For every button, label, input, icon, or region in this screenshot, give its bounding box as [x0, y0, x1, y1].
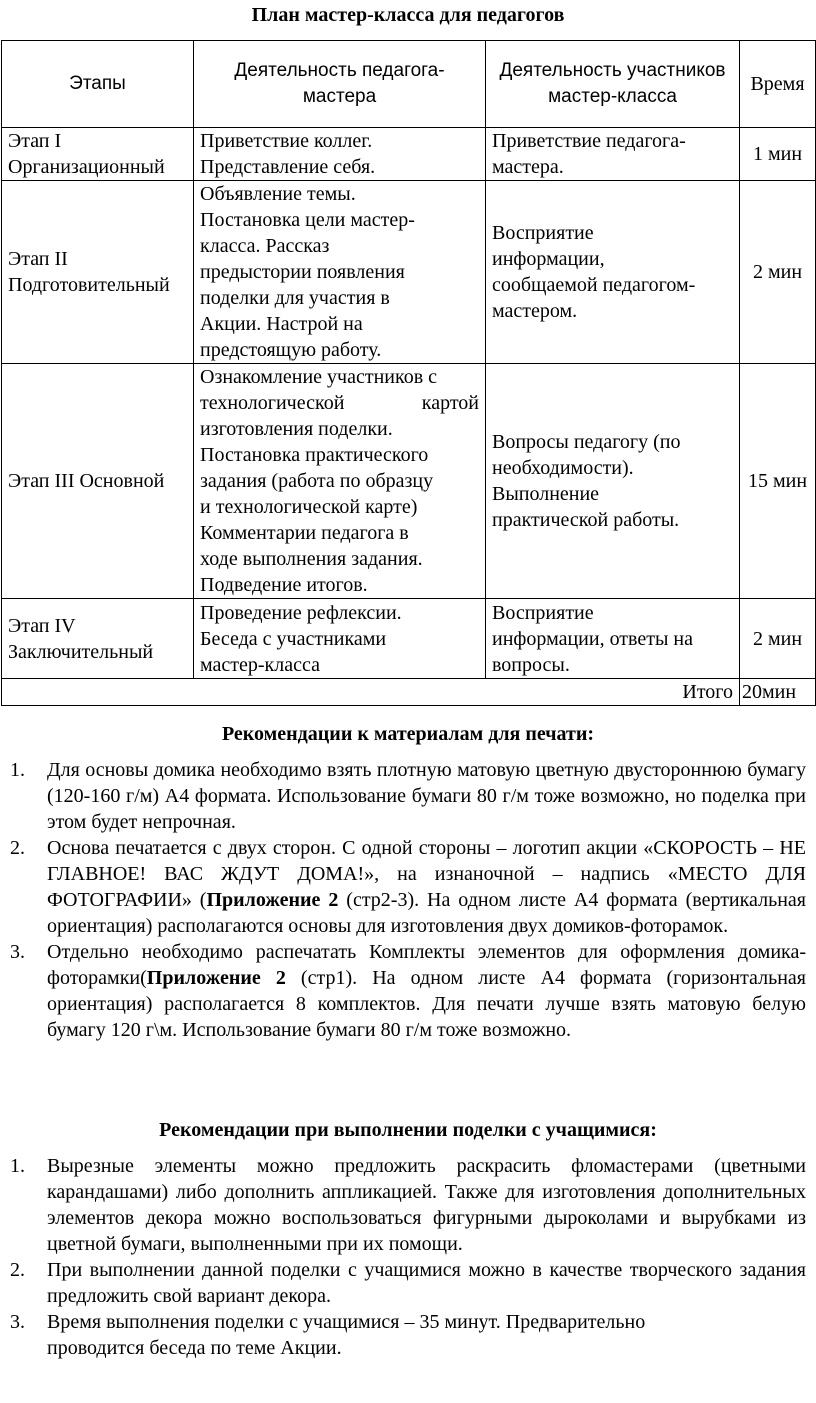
header-teacher-activity: Деятельность педагога-мастера — [194, 41, 486, 128]
stage-type: Организационный — [8, 156, 165, 178]
appendix-reference: Приложение 2 — [146, 967, 286, 989]
cell-line: Подведение итогов. — [200, 574, 368, 596]
stage-cell — [2, 364, 194, 599]
cell-line: изготовления поделки. — [200, 418, 393, 440]
list-number: 3. — [10, 941, 25, 963]
print-recommendations-heading: Рекомендации к материалам для печати: — [221, 723, 595, 745]
list-text: Для основы домика необходимо взять плотную матовую цветную двустороннюю бумагу (120-160 г/м) А4 формата. Использование бумаги 80 г/м тоже возможно, но поделка при этом будет непрочная. — [47, 759, 806, 833]
list-number: 2. — [10, 1259, 25, 1281]
teacher-activity-cell — [194, 181, 486, 364]
table-row — [2, 181, 816, 364]
cell-line: сообщаемой педагогом- — [492, 274, 696, 296]
time-cell: 15 мин — [740, 364, 816, 599]
cell-line: Беседа с участниками — [200, 627, 387, 650]
teacher-activity-cell — [194, 364, 486, 599]
cell-line: Приветствие коллег. — [200, 130, 373, 152]
total-value: 20мин — [740, 679, 816, 706]
cell-line: Приветствие педагога- — [492, 130, 686, 152]
time-cell: 2 мин — [740, 599, 816, 679]
teacher-activity-cell — [194, 599, 486, 679]
stage-name: Этап III Основной — [8, 470, 165, 492]
participant-activity-cell — [486, 181, 740, 364]
cell-line: Объявление темы. — [200, 183, 356, 205]
header-time: Время — [740, 41, 816, 128]
work-recommendations-heading: Рекомендации при выполнении поделки с учащимися: — [159, 1119, 657, 1141]
plan-table — [1, 40, 816, 706]
list-text: При выполнении данной поделки с учащимися можно в качестве творческого задания предложить свой вариант декора. — [47, 1259, 806, 1307]
list-item — [10, 1153, 806, 1257]
stage-name: Этап II — [8, 248, 68, 270]
cell-line: практической работы. — [492, 509, 680, 531]
table-header-row — [2, 41, 816, 128]
header-participant-activity: Деятельность участников мастер-класса — [486, 41, 740, 128]
cell-line: мастера. — [492, 156, 564, 178]
participant-activity-cell — [486, 128, 740, 181]
stage-cell — [2, 599, 194, 679]
cell-line: информации, — [492, 248, 605, 270]
cell-line: Постановка практического — [200, 444, 429, 466]
list-text: Время выполнения поделки с учащимися – 35 минут. Предварительно — [47, 1311, 646, 1333]
cell-line: Восприятие — [492, 601, 594, 624]
cell-line: ходе выполнения задания. — [200, 548, 423, 570]
print-recommendations-list — [10, 757, 806, 1043]
stage-type: Заключительный — [8, 640, 154, 663]
list-item — [10, 1309, 806, 1361]
cell-line: вопросы. — [492, 653, 570, 676]
work-recommendations-list — [10, 1153, 806, 1361]
stage-name: Этап I — [8, 130, 62, 152]
cell-line: Представление себя. — [200, 156, 376, 178]
cell-line: мастером. — [492, 300, 578, 322]
list-text: проводится беседа по теме Акции. — [47, 1337, 342, 1359]
cell-line: предыстории появления — [200, 261, 405, 283]
cell-line: Комментарии педагога в — [200, 522, 409, 544]
time-cell: 1 мин — [740, 128, 816, 181]
appendix-reference: Приложение 2 — [206, 889, 339, 911]
list-number: 1. — [10, 1155, 25, 1177]
stage-name: Этап IV — [8, 614, 76, 637]
cell-line: технологической картой — [200, 392, 479, 414]
cell-line: поделки для участия в — [200, 287, 390, 309]
participant-activity-cell — [486, 364, 740, 599]
table-row — [2, 599, 816, 679]
cell-line: Ознакомление участников с — [200, 366, 438, 388]
list-number: 1. — [10, 759, 25, 781]
cell-line: Выполнение — [492, 483, 600, 505]
list-number: 2. — [10, 837, 25, 859]
stage-type: Подготовительный — [8, 274, 170, 296]
page-title: План мастер-класса для педагогов — [251, 4, 565, 26]
cell-line: Вопросы педагогу (по — [492, 431, 681, 453]
list-item — [10, 757, 806, 835]
participant-activity-cell — [486, 599, 740, 679]
teacher-activity-cell — [194, 128, 486, 181]
list-item — [10, 1257, 806, 1309]
table-total-row — [2, 679, 816, 706]
list-text: (стр1). На одном листе А4 формата (горизонтальная ориентация) располагается 8 комплектов. Для печати лучше взять матовую белую бумагу 120 г\м. Использование бумаги 80 г/м тоже возможно. — [47, 967, 806, 1041]
list-text: Вырезные элементы можно предложить раскрасить фломастерами (цветными карандашами) либо дополнить аппликацией. Также для изготовления дополнительных элементов декора можно воспользоваться фигурными дыроколами и вырубками из цветной бумаги, выполненными при их помощи. — [47, 1155, 806, 1255]
cell-line: Восприятие — [492, 222, 594, 244]
time-cell: 2 мин — [740, 181, 816, 364]
cell-line: предстоящую работу. — [200, 339, 382, 361]
cell-line: Акции. Настрой на — [200, 313, 363, 335]
cell-line: задания (работа по образцу — [200, 470, 434, 492]
cell-line: Проведение рефлексии. — [200, 601, 402, 624]
stage-cell — [2, 128, 194, 181]
list-number: 3. — [10, 1311, 25, 1333]
cell-line: необходимости). — [492, 457, 634, 479]
list-item — [10, 939, 806, 1043]
list-text: Основа печатается с двух сторон. С одной стороны – логотип акции «СКОРОСТЬ – НЕ ГЛАВНОЕ! ВАС ЖДУТ ДОМА!», на изнаночной – надпись «МЕСТО ДЛЯ ФОТОГРАФИИ» ( — [47, 837, 806, 911]
stage-cell — [2, 181, 194, 364]
cell-line: класса. Рассказ — [200, 235, 330, 257]
cell-line: и технологической карте) — [200, 496, 418, 518]
total-label: Итого — [2, 679, 740, 706]
table-row — [2, 128, 816, 181]
header-stages: Этапы — [2, 41, 194, 128]
list-item — [10, 835, 806, 939]
cell-line: мастер-класса — [200, 653, 320, 676]
list-text: (стр2-3). На одном листе А4 формата (вертикальная ориентация) располагаются основы для изготовления двух домиков-фоторамок. — [47, 889, 806, 937]
cell-line: информации, ответы на — [492, 627, 694, 650]
list-text: Отдельно необходимо распечатать Комплекты элементов для оформления домика-фоторамки( — [47, 941, 806, 989]
cell-line: Постановка цели мастер- — [200, 209, 415, 231]
table-row — [2, 364, 816, 599]
